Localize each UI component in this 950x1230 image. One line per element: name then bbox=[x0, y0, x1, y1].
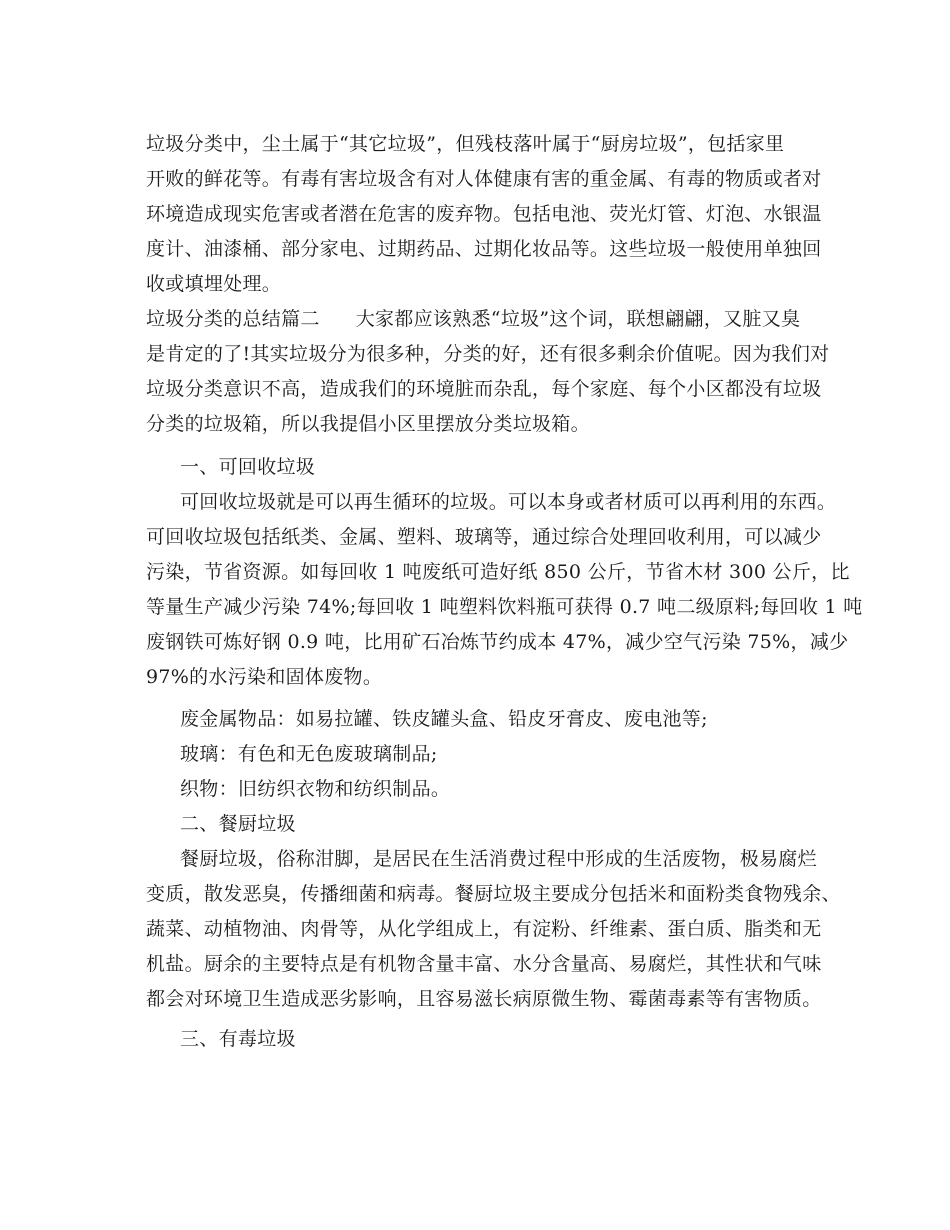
list-item: 玻璃：有色和无色废玻璃制品; bbox=[180, 743, 438, 765]
body-line: 是肯定的了!其实垃圾分为很多种，分类的好，还有很多剩余价值呢。因为我们对 bbox=[146, 343, 830, 365]
list-item: 废金属物品：如易拉罐、铁皮罐头盒、铅皮牙膏皮、废电池等; bbox=[180, 708, 708, 730]
body-text: 大家都应该熟悉“垃圾”这个词，联想翩翩，又脏又臭 bbox=[355, 308, 801, 330]
section-title-line bbox=[146, 307, 800, 331]
body-line: 蔬菜、动植物油、肉骨等，从化学组成上，有淀粉、纤维素、蛋白质、脂类和无 bbox=[146, 918, 822, 940]
body-line: 收或填埋处理。 bbox=[146, 273, 282, 295]
body-line: 等量生产减少污染 74%;每回收 1 吨塑料饮料瓶可获得 0.7 吨二级原料;每回收 1 吨 bbox=[146, 596, 863, 618]
body-line: 分类的垃圾箱，所以我提倡小区里摆放分类垃圾箱。 bbox=[146, 413, 590, 435]
body-line: 变质，散发恶臭，传播细菌和病毒。餐厨垃圾主要成分包括米和面粉类食物残余、 bbox=[146, 883, 841, 905]
body-line: 开败的鲜花等。有毒有害垃圾含有对人体健康有害的重金属、有毒的物质或者对 bbox=[146, 168, 822, 190]
body-line: 废钢铁可炼好钢 0.9 吨，比用矿石冶炼节约成本 47%，减少空气污染 75%，减少 bbox=[146, 631, 849, 653]
body-line: 环境造成现实危害或者潜在危害的废弃物。包括电池、荧光灯管、灯泡、水银温 bbox=[146, 203, 822, 225]
list-item: 织物：旧纺织衣物和纺织制品。 bbox=[180, 778, 451, 800]
section-heading: 一、可回收垃圾 bbox=[180, 456, 316, 478]
body-line: 都会对环境卫生造成恶劣影响，且容易滋长病原微生物、霉菌毒素等有害物质。 bbox=[146, 988, 822, 1010]
section-heading: 三、有毒垃圾 bbox=[180, 1028, 296, 1050]
body-line: 可回收垃圾就是可以再生循环的垃圾。可以本身或者材质可以再利用的东西。 bbox=[180, 491, 837, 513]
body-line: 污染，节省资源。如每回收 1 吨废纸可造好纸 850 公斤，节省木材 300 公斤，比 bbox=[146, 561, 850, 583]
body-line: 垃圾分类意识不高，造成我们的环境脏而杂乱，每个家庭、每个小区都没有垃圾 bbox=[146, 378, 822, 400]
body-line: 97%的水污染和固体废物。 bbox=[146, 666, 383, 688]
section-heading: 二、餐厨垃圾 bbox=[180, 813, 296, 835]
body-line: 可回收垃圾包括纸类、金属、塑料、玻璃等，通过综合处理回收利用，可以减少 bbox=[146, 526, 822, 548]
body-line: 垃圾分类中，尘土属于“其它垃圾”，但残枝落叶属于“厨房垃圾”，包括家里 bbox=[146, 133, 785, 155]
body-line: 餐厨垃圾，俗称泔脚，是居民在生活消费过程中形成的生活废物，极易腐烂 bbox=[180, 848, 817, 870]
body-line: 度计、油漆桶、部分家电、过期药品、过期化妆品等。这些垃圾一般使用单独回 bbox=[146, 238, 822, 260]
body-line: 机盐。厨余的主要特点是有机物含量丰富、水分含量高、易腐烂，其性状和气味 bbox=[146, 953, 822, 975]
section-title: 垃圾分类的总结篇二 bbox=[146, 308, 320, 330]
